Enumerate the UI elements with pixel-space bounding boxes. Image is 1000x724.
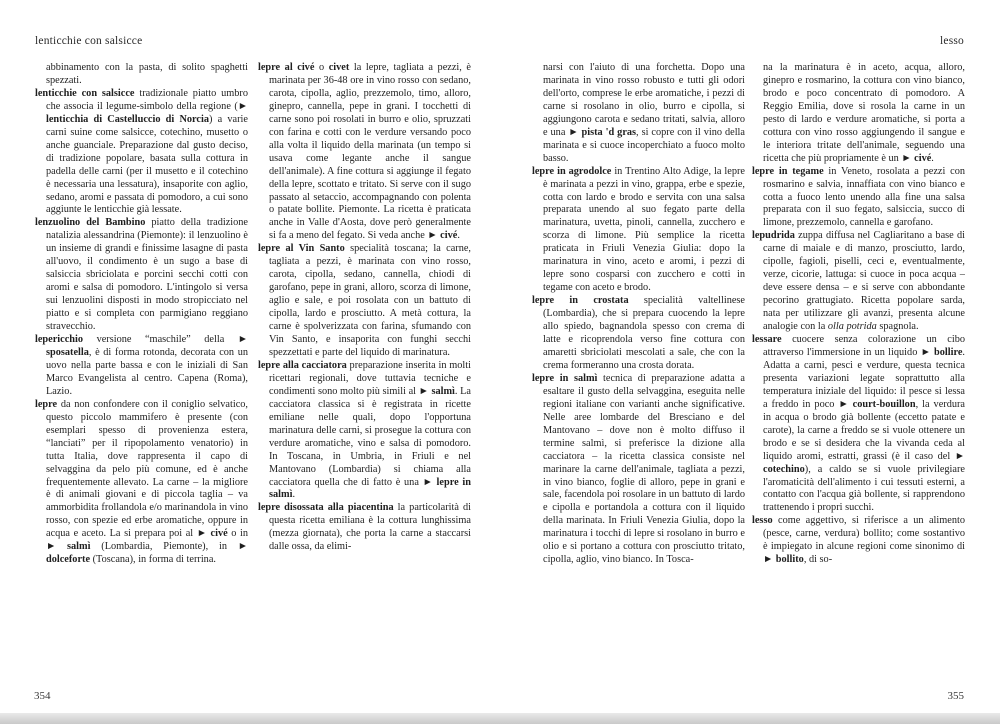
text-run: (Toscana), in forma di terrina. [90,554,216,566]
headword-or-crossref-run: ► lepre in salmì [269,476,471,501]
text-run: cuocere senza colorazione un cibo attraverso l'immersione in un liquido [763,334,965,358]
headword-or-crossref-run: lepre in salmì [532,372,598,384]
entry-paragraph [752,230,965,334]
text-run: , di so- [803,554,833,566]
headword-or-crossref-run: ► bollire [920,346,963,358]
text-run: la particolarità di questa ricetta emiliana è la cottura lunghissima (mezza giornata), che porta la carne a staccarsi dalle ossa, da elimi- [269,502,471,553]
entry-paragraph [258,62,471,243]
headword-or-crossref-run: ► dolceforte [46,541,248,566]
scan-edge-shadow [0,713,1000,724]
entry-paragraph [35,88,248,218]
headword-or-crossref-run: ► salmì [418,385,455,397]
headword-or-crossref-run: ► lenticchia di Castelluccio di Norcia [46,100,248,125]
headword-or-crossref-run: lepudrida [752,230,795,242]
text-run: . La cacciatora classica si è registrata in ricette emiliane nelle quali, dopo l'opportuna marinatura delle carni, si prosegue la cottura con verdure aromatiche, vino e salsa di pomodoro. In Toscana, in Umbria, in Friuli e nel Mantovano (Lombardia) si chiama alla cacciatora quella che di fatto è una [269,385,471,488]
text-run: , si copre con il vino della marinata e si cuoce incoperchiato a fuoco molto basso. [543,126,745,164]
text-run: versione “maschile” della [83,334,238,346]
headword-or-crossref-run: lesso [752,515,773,527]
page-354-column-2 [258,62,471,684]
entry-paragraph [532,373,745,567]
page-355-column-1 [532,62,745,684]
entry-paragraph [752,166,965,231]
headword-or-crossref-run: ► bollito [763,554,804,566]
headword-or-crossref-run: civet [328,62,350,73]
headword-or-crossref-run: lepericchio [35,334,84,346]
text-run: o [314,62,329,73]
text-run: ) a varie carni suine come salsicce, cotechino, musetto o anche guanciale. Preparazione dal gusto deciso, di tradizione popolare, basata sulla cottura in padella delle carni (per il musetto e il cotechino è necessaria una lessatura), insaporite con aglio, sedano, aromi e passata di pomodoro, a cui sono aggiunte le lenticchie già lessate. [46,113,248,216]
entry-paragraph [752,515,965,567]
entry-paragraph [258,243,471,360]
text-run: tecnica di preparazione adatta a esaltare il gusto della selvaggina, eseguita nelle regioni italiane con varianti anche significative. Nelle aree lombarde del Bresciano e del Mantovano – dove non è molto diffuso il termine salmì, si preferisce la dizione alla cacciatora – la ricetta classica consiste nel marinare la carne dell'animale, tagliata a pezzi, in vino bianco, foglie di alloro, pepe in grani e sale, facendola poi rosolare in un battuto di lardo e cipolla e portandola a cottura con il liquido della marinata. In Friuli Venezia Giulia, dopo la marinatura i tocchi di lepre si rosolano in burro e olio e si portano a cottura con prosciutto tritato, cipolla, aglio, vino bianco. In Tosca- [543,372,745,566]
headword-or-crossref-run: lenzuolino del Bambino [35,217,146,229]
continuation-paragraph [532,62,745,166]
entry-paragraph [258,360,471,502]
entry-paragraph [752,334,965,515]
text-run: spagnola. [876,321,919,333]
text-run: tradizionale piatto umbro che associa il legume-simbolo della regione ( [46,87,248,112]
text-run: . [457,230,460,242]
headword-or-crossref-run: lepre in crostata [532,295,629,307]
running-head-left: lenticchie con salsicce [35,35,143,47]
headword-or-crossref-run: ► salmì [46,541,91,553]
headword-or-crossref-run: ► cotechino [763,450,965,475]
text-run: . [292,489,296,501]
text-run: ), a caldo se si vuole privilegiare l'aromaticità dell'alimento i cui tessuti esterni, a contatto con l'acqua già bollente, si rapprendono trattenendo i propri succhi. [763,463,965,514]
text-run: specialità valtellinese (Lombardia), che si prepara cuocendo la lepre allo spiedo, bagnandola spesso con crema di latte e ricoprendola verso fine cottura con amaretti sbriciolati mescolati a sale, che con la crema formeranno una crosta dorata. [543,295,745,371]
text-run: specialità toscana; la carne, tagliata a pezzi, è marinata con vino rosso, carota, cipolla, sedano, cannella, chiodi di garofano, pepe in grani, alloro, scorza di limone, aglio e sale, e poi rosolata con un battuto di cipolla, lardo e prosciutto. A metà cottura, la carne è spolverizzata con farina, sfumando con Vin Santo, e insaporita con funghi secchi spezzettati e parte del liquido di marinatura. [269,243,471,358]
text-run: (Lombardia, Piemonte), in [90,541,238,553]
entry-paragraph [258,502,471,554]
headword-or-crossref-run: ► civé [196,528,228,540]
page-355-column-2 [752,62,965,684]
text-run: in Veneto, rosolata a pezzi con rosmarino e salvia, innaffiata con vino bianco e cotta a fuoco lento unendo alla fine una salsa preparata con il suo fegato, salsiccia, succo di limone, prezzemolo, cannella e garofano. [763,165,965,229]
text-run: come aggettivo, si riferisce a un alimento (pesce, carne, verdura) bollito; come sostantivo è impiegato in alcune regioni come sinonimo di [763,515,965,553]
page-number-left: 354 [34,690,51,702]
headword-or-crossref-run: ► pista 'd gras [568,126,637,138]
headword-or-crossref-run: lepre al civé [258,62,315,73]
text-run: zuppa diffusa nel Cagliaritano a base di carne di maiale e di manzo, prosciutto, lardo, cipolle, fagioli, piselli, ceci e, eventualmente, verze, cicorie, lattuga: si cuoce in poca acqua – deve essere densa – e si serve con abbondante pecorino grattugiato. Ricetta popolare sarda, nata per utilizzare gli avanzi, presenta alcune analogie con la [763,230,965,333]
page-354-column-1 [35,62,248,684]
headword-or-crossref-run: ► civé [901,152,932,164]
headword-or-crossref-run: lepre al Vin Santo [258,243,345,255]
headword-or-crossref-run: ► court-bouillon [838,398,916,410]
text-run: in Trentino Alto Adige, la lepre è marinata a pezzi in vino, grappa, erbe e spezie, cotta con lardo e brodo e servita con una salsa preparata unendo al suo fegato parte della marinatura, uvetta, pinoli, cannella, zucchero e scorza di limone. Più semplice la ricetta praticata in Friuli Venezia Giulia: dopo la marinatura in vino, aceto e aromi, i pezzi di lepre sono cosparsi con zucchero e cotti in tegame con aceto e brodo. [543,165,745,294]
continuation-paragraph [752,62,965,166]
text-run: la lepre, tagliata a pezzi, è marinata per 36-48 ore in vino rosso con sedano, carota, cipolla, aglio, prezzemolo, timo, alloro, ginepro, cannella, pepe in grani. I tocchetti di carne sono poi rosolati in burro e olio, spruzzati con farina e cotti con le verdure versando poco alla volta il liquido della marinata (un tempo si usava come legante anche il sangue dell'animale). A fine cottura si aggiunge il fegato della lepre, scottato e tritato. Si serve con il sugo passato al setaccio, accompagnando con polenta o patate bollite. Piemonte. La ricetta è praticata anche in Valle d'Aosta, dove però generalmente si fa a meno del fegato. Si veda anche [269,62,471,242]
headword-or-crossref-run: lepre [35,398,58,410]
text-run: abbinamento con la pasta, di solito spaghetti spezzati. [46,62,248,86]
headword-or-crossref-run: lepre in agrodolce [532,165,612,177]
entry-paragraph [35,334,248,399]
headword-or-crossref-run: lepre alla cacciatora [258,359,347,371]
entry-paragraph [532,295,745,373]
text-run: na la marinatura è in aceto, acqua, alloro, ginepro e rosmarino, la cottura con vino bianco, brodo e poco concentrato di pomodoro. A Reggio Emilia, dove si rosola la carne in un pesto di lardo e verdure aromatiche, si porta a cottura con vino rosso aggiungendo il sangue e le interiora tritate dell'animale, seguendo una ricetta che più propriamente è un [763,62,965,164]
headword-or-crossref-run: lessare [752,334,782,346]
text-run: o in [227,528,248,540]
running-head-right: lesso [940,35,964,47]
text-run: da non confondere con il coniglio selvatico, questo piccolo mammifero è presente (con esemplari spesso di provenienza estera, “lanciati” per il ripopolamento venatorio) in tutta Italia, dove rappresenta il capo di selvaggina da pelo più comune, ed è anche frequentemente allevato. La carne – la migliore è di animali giovani e di piccola taglia – va ammorbidita frollandola e/o marinandola in vino rosso, con spezie ed erbe aromatiche, oppure in acqua e aceto. La si prepara poi al [46,398,248,540]
entry-paragraph [35,399,248,567]
headword-or-crossref-run: ► civé [427,230,458,242]
text-run: , è di forma rotonda, decorata con un uovo nella parte bassa e con le iniziali di San Marco Evangelista al centro. Capena (Roma), Lazio. [46,346,248,397]
page-number-right: 355 [947,690,964,702]
entry-paragraph [532,166,745,296]
text-run: preparazione inserita in molti ricettari regionali, dove tuttavia tecniche e condimenti sono molto più simili al [269,359,471,397]
text-run: . [931,152,934,164]
headword-or-crossref-run: lepre disossata alla piacentina [258,502,394,514]
text-run: olla potrida [827,321,877,333]
headword-or-crossref-run: lepre in tegame [752,165,824,177]
text-run: , la verdura in acqua o brodo già bollente (eccetto patate e carote), la carne a freddo se si vuole ottenere un brodo e se si desidera che la vivanda ceda al liquido aromi, estratti, grassi (è il caso del [763,398,965,462]
entry-paragraph [35,217,248,334]
headword-or-crossref-run: lenticchie con salsicce [35,87,135,99]
headword-or-crossref-run: ► sposatella [46,334,248,358]
text-run: piatto della tradizione natalizia alessandrina (Piemonte): il lenzuolino è un insieme di grandi e finissime lasagne di pasta all'uovo, il condimento è un sugo a base di salsiccia sbriciolata e porcini secchi cotti con aromi e salsa di pomodoro. L'intingolo si versa sui lenzuolini disposti in modo stropicciato nel piatto e si completa con parmigiano reggiano stravecchio. [46,217,248,333]
continuation-paragraph [35,62,248,88]
text-run: narsi con l'aiuto di una forchetta. Dopo una marinata in vino rosso robusto e tutti gli odori dell'orto, comprese le erbe aromatiche, i pezzi di carne si rosolano in olio, burro e cipolla, si aggiungono carota e sedano tritati, salvia, alloro e una [543,62,745,138]
text-run: . Adatta a carni, pesci e verdure, questa tecnica presenta variazioni legate soprattutto alla temperatura iniziale del liquido: il pesce si lessa a freddo in poco [763,346,965,410]
